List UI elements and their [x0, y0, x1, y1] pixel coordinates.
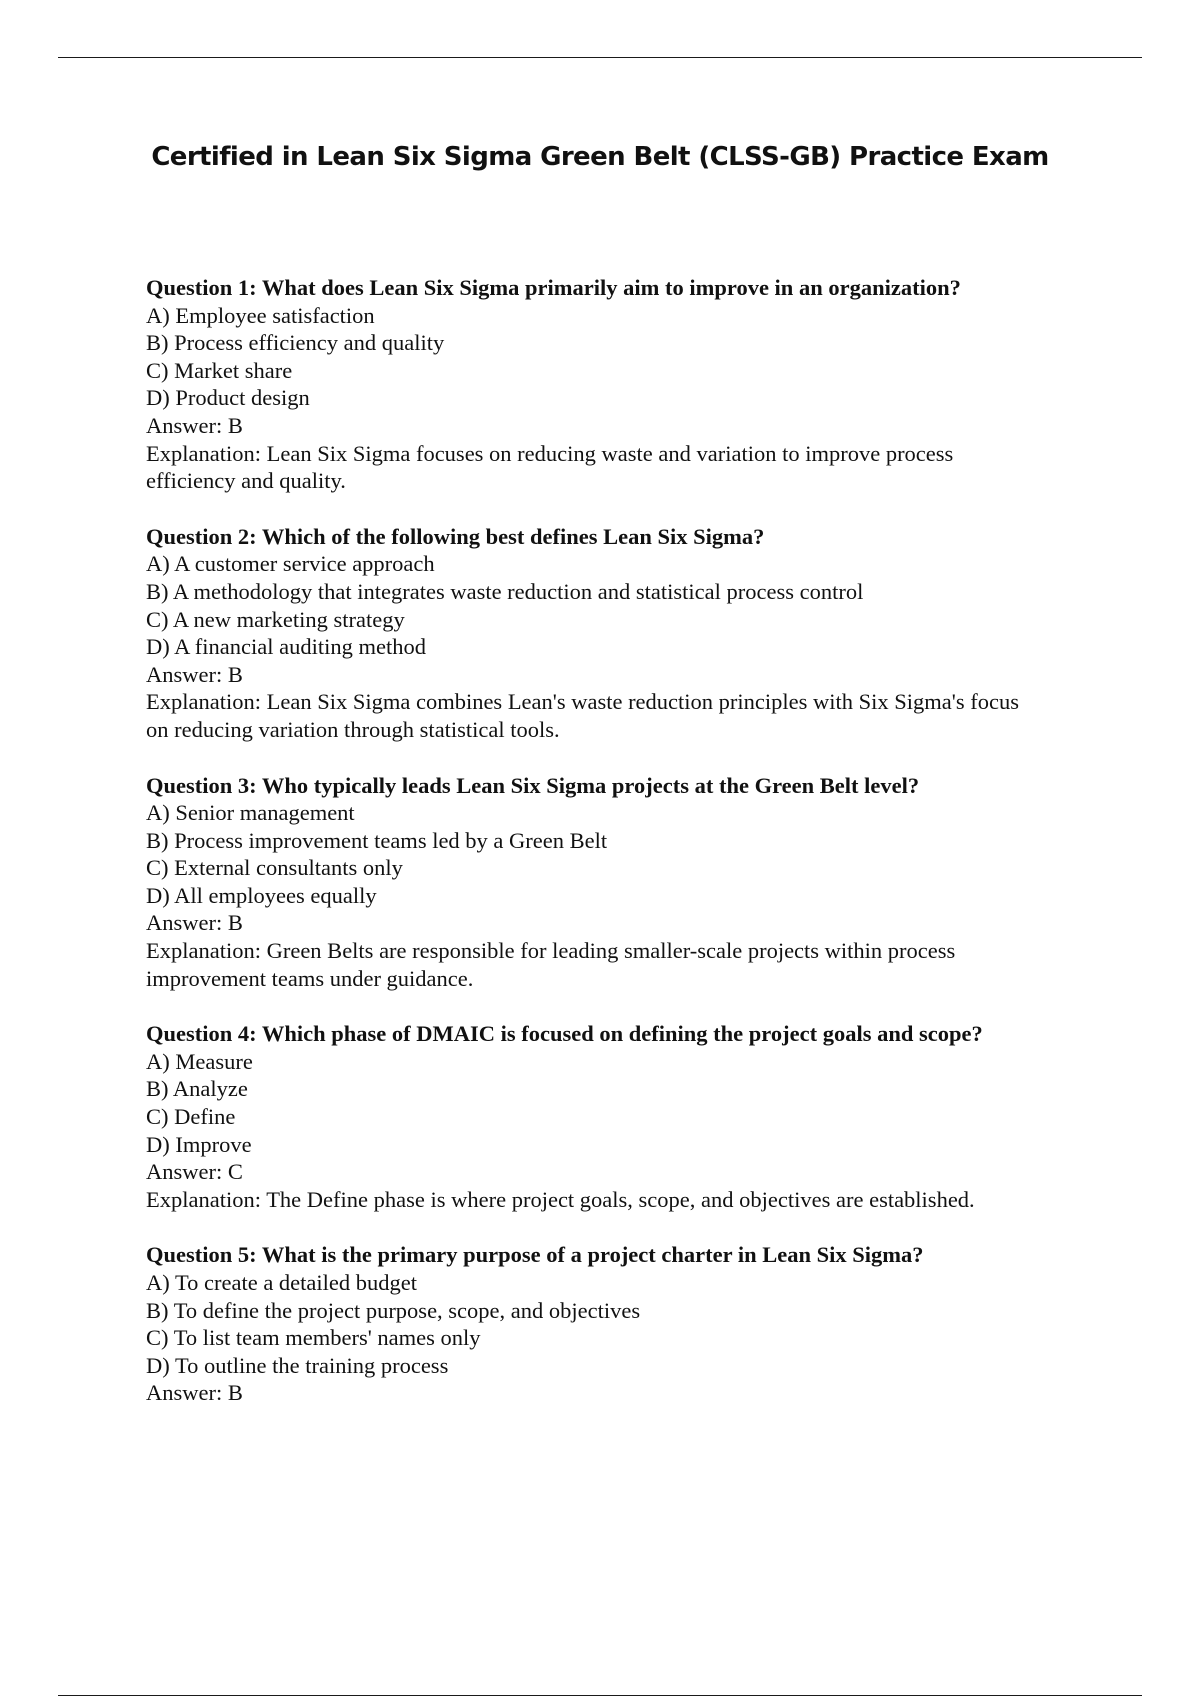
explanation-line: Explanation: Lean Six Sigma focuses on reducing waste and variation to improve process — [146, 440, 954, 466]
question-title: Question 4: Which phase of DMAIC is focused on defining the project goals and scope? — [146, 1021, 983, 1047]
option-c: C) Define — [146, 1104, 236, 1130]
option-b: B) To define the project purpose, scope, and objectives — [146, 1297, 641, 1323]
option-a: A) To create a detailed budget — [146, 1270, 418, 1295]
answer: Answer: B — [146, 910, 243, 936]
option-b: B) Process efficiency and quality — [146, 330, 445, 356]
option-a: A) Measure — [146, 1048, 253, 1074]
option-a: A) Employee satisfaction — [146, 302, 375, 328]
answer: Answer: B — [146, 412, 243, 438]
question-3 — [146, 772, 1086, 993]
question-title: Question 3: Who typically leads Lean Six Sigma projects at the Green Belt level? — [146, 772, 920, 798]
option-a: A) A customer service approach — [146, 551, 435, 577]
footer-rule — [58, 1695, 1142, 1696]
explanation-line: improvement teams under guidance. — [146, 965, 474, 991]
option-c: C) Market share — [146, 357, 293, 383]
option-c: C) External consultants only — [146, 855, 403, 881]
option-b: B) A methodology that integrates waste reduction and statistical process control — [146, 578, 864, 604]
option-a: A) Senior management — [146, 800, 355, 826]
question-1 — [146, 274, 1086, 495]
question-title: Question 1: What does Lean Six Sigma primarily aim to improve in an organization? — [146, 275, 961, 300]
option-d: D) To outline the training process — [146, 1352, 449, 1378]
option-c: C) A new marketing strategy — [146, 606, 405, 632]
question-list — [146, 274, 1086, 1435]
option-b: B) Process improvement teams led by a Green Belt — [146, 827, 608, 853]
option-c: C) To list team members' names only — [146, 1325, 481, 1351]
answer: Answer: B — [146, 661, 243, 687]
explanation-line: Explanation: Lean Six Sigma combines Lean's waste reduction principles with Six Sigma's focus — [146, 689, 1019, 715]
explanation-line: efficiency and quality. — [146, 468, 346, 494]
explanation-line: on reducing variation through statistical tools. — [146, 716, 560, 742]
answer: Answer: C — [146, 1159, 243, 1185]
explanation-line: Explanation: The Define phase is where project goals, scope, and objectives are established. — [146, 1186, 975, 1212]
document-title: Certified in Lean Six Sigma Green Belt (CLSS-GB) Practice Exam — [151, 142, 1049, 172]
header-rule — [58, 57, 1142, 58]
option-d: D) Improve — [146, 1131, 252, 1157]
answer: Answer: B — [146, 1380, 243, 1406]
question-title: Question 2: Which of the following best defines Lean Six Sigma? — [146, 523, 765, 549]
option-d: D) All employees equally — [146, 882, 377, 908]
option-d: D) Product design — [146, 385, 310, 411]
explanation-line: Explanation: Green Belts are responsible for leading smaller-scale projects within process — [146, 938, 956, 964]
question-title: Question 5: What is the primary purpose of a project charter in Lean Six Sigma? — [146, 1242, 924, 1268]
question-2 — [146, 523, 1086, 744]
option-b: B) Analyze — [146, 1076, 248, 1102]
question-4 — [146, 1020, 1086, 1213]
question-5 — [146, 1241, 1086, 1407]
option-d: D) A financial auditing method — [146, 634, 426, 660]
